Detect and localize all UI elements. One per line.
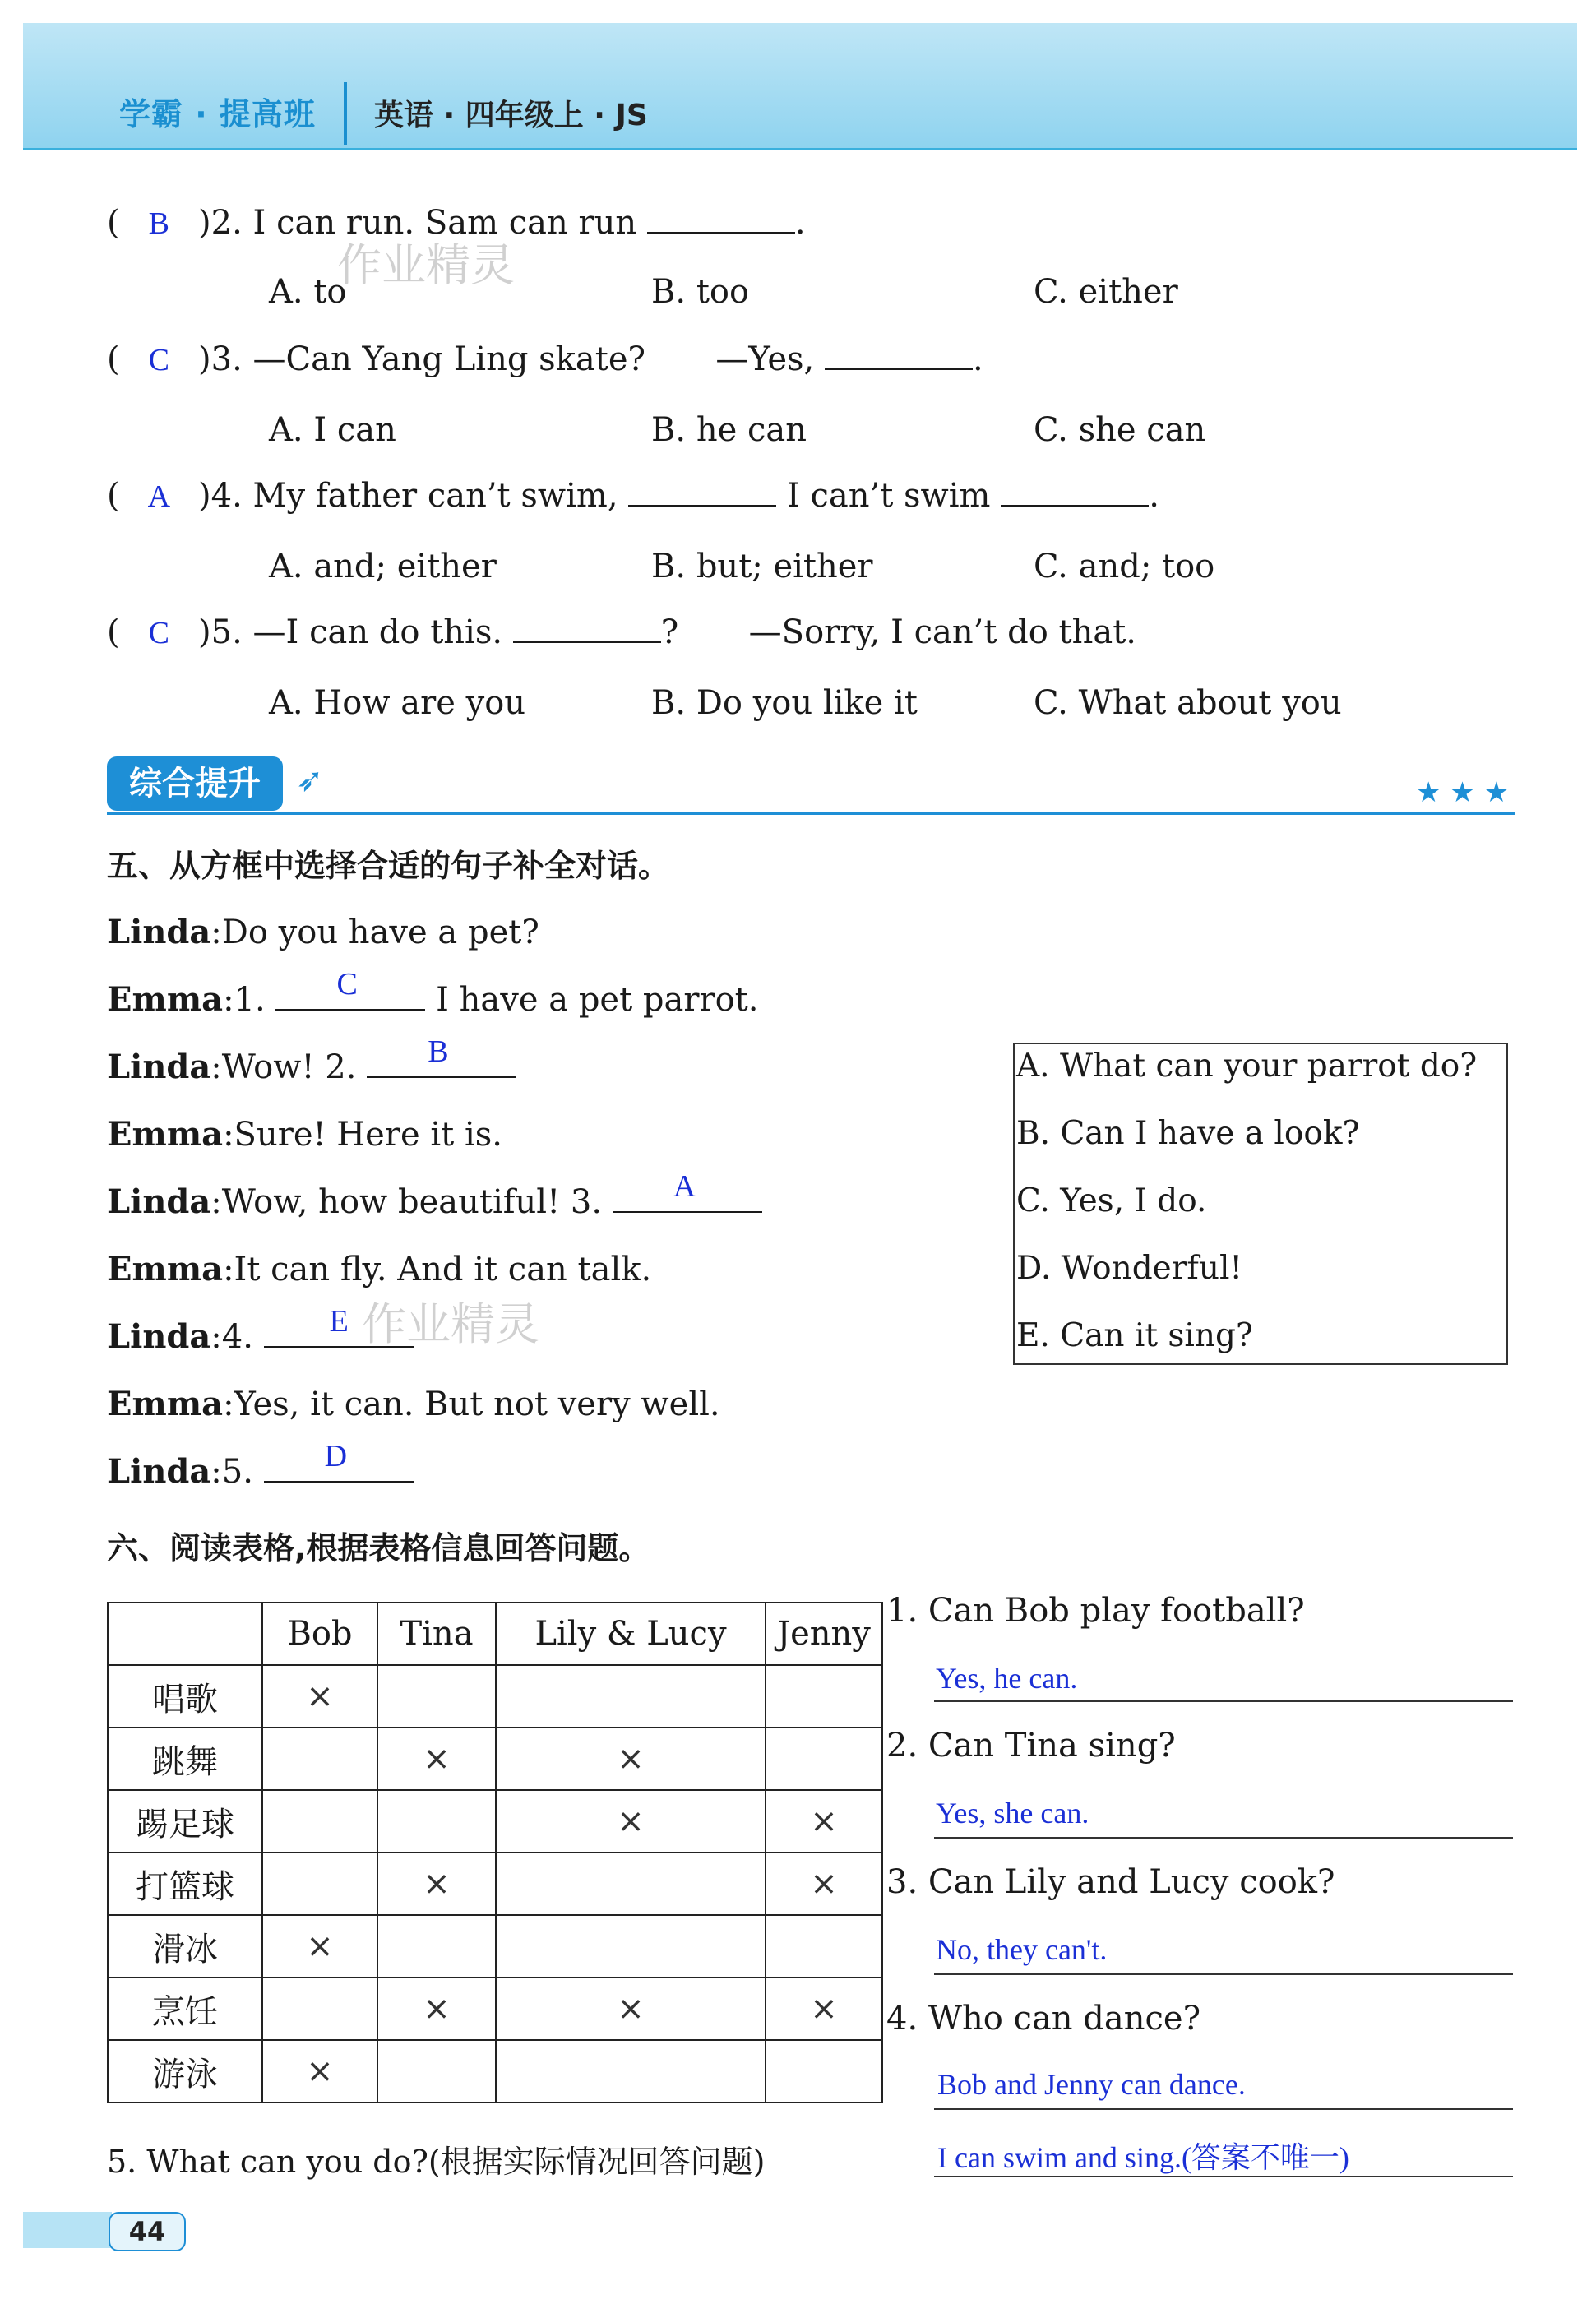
- footer-bar: [23, 2212, 112, 2248]
- answer-blank: [825, 365, 973, 370]
- question-text: 3. Can Lily and Lucy cook?: [886, 1863, 1335, 1901]
- answer-text: No, they can't.: [936, 1933, 1108, 1966]
- part5-title: 五、从方框中选择合适的句子补全对话。: [107, 848, 670, 884]
- mc-option: C. she can: [1034, 411, 1206, 449]
- brand-title: 学霸 · 提高班: [119, 96, 316, 132]
- section-badge: 综合提升: [107, 756, 283, 811]
- dialogue-line: Emma:Yes, it can. But not very well.: [107, 1385, 720, 1423]
- mc-question-5: ( C )5. —I can do this. ? —Sorry, I can’t do that.: [107, 613, 1137, 651]
- answer-line: [934, 2176, 1513, 2177]
- dialogue-line: Linda:5. D: [107, 1452, 414, 1491]
- header-divider: [344, 82, 347, 145]
- question-text: 2. Can Tina sing?: [886, 1727, 1176, 1765]
- table-row: 烹饪 × × ×: [108, 1978, 882, 2040]
- mc-option: A. How are you: [269, 684, 526, 722]
- mc-question-3: ( C )3. —Can Yang Ling skate? —Yes, .: [107, 340, 983, 378]
- table-header: Jenny: [766, 1603, 882, 1665]
- option-item: A. What can your parrot do?: [1016, 1048, 1478, 1085]
- answer-mark: B: [148, 206, 169, 241]
- table-row: 踢足球 × ×: [108, 1790, 882, 1853]
- book-subtitle: 英语 · 四年级上 · JS: [374, 99, 648, 132]
- answer-text: Yes, she can.: [936, 1797, 1089, 1830]
- table-header: Bob: [262, 1603, 377, 1665]
- table-header: Tina: [377, 1603, 496, 1665]
- mc-option: B. but; either: [651, 548, 873, 585]
- mc-option: C. and; too: [1034, 548, 1215, 585]
- mc-option: A. I can: [269, 411, 396, 449]
- dialogue-line: Emma:Sure! Here it is.: [107, 1115, 502, 1154]
- option-item: D. Wonderful!: [1016, 1250, 1243, 1287]
- mc-option: B. Do you like it: [651, 684, 918, 722]
- answer-line: [934, 1973, 1513, 1975]
- mc-option: B. he can: [651, 411, 807, 449]
- mc-question-4: ( A )4. My father can’t swim, I can’t swim .: [107, 477, 1159, 515]
- option-item: E. Can it sing?: [1016, 1317, 1253, 1354]
- mc-option: B. too: [651, 273, 750, 311]
- table-row: 跳舞 × ×: [108, 1728, 882, 1790]
- dialogue-line: Emma:It can fly. And it can talk.: [107, 1250, 652, 1288]
- section-divider: [107, 812, 1515, 815]
- table-row: 打篮球 × ×: [108, 1853, 882, 1915]
- part6-title: 六、阅读表格,根据表格信息回答问题。: [107, 1530, 650, 1566]
- mc-question-2: ( B )2. I can run. Sam can run .: [107, 204, 806, 242]
- table-header: Lily & Lucy: [496, 1603, 766, 1665]
- dialogue-line: Emma:1. C I have a pet parrot.: [107, 967, 759, 1019]
- dialogue-line: Linda:Do you have a pet?: [107, 913, 539, 951]
- mc-option: A. and; either: [269, 548, 497, 585]
- answer-mark: A: [147, 479, 171, 514]
- dialogue-line: Linda:Wow, how beautiful! 3. A: [107, 1182, 762, 1221]
- answer-text: Bob and Jenny can dance.: [937, 2068, 1246, 2101]
- answer-text: Yes, he can.: [936, 1662, 1078, 1695]
- page-number: 44: [109, 2212, 186, 2251]
- mc-option: A. to: [269, 273, 347, 311]
- activity-table: [107, 1602, 883, 2103]
- option-item: B. Can I have a look?: [1016, 1115, 1360, 1152]
- rocket-icon: ➶: [296, 761, 324, 799]
- answer-text: I can swim and sing.(答案不唯一): [937, 2141, 1349, 2174]
- answer-blank: [1001, 502, 1149, 507]
- watermark: 作业精灵: [362, 1298, 539, 1350]
- answer-mark: C: [148, 343, 169, 377]
- question-text: 5. What can you do?(根据实际情况回答问题): [107, 2144, 766, 2180]
- table-row: 游泳 ×: [108, 2040, 882, 2103]
- answer-line: [934, 1837, 1513, 1839]
- answer-blank: [628, 502, 776, 507]
- table-row: 滑冰 ×: [108, 1915, 882, 1978]
- watermark: 作业精灵: [337, 239, 515, 291]
- answer-mark: C: [148, 616, 169, 650]
- answer-blank: [513, 638, 661, 643]
- mc-option: C. either: [1034, 273, 1178, 311]
- dialogue-line: Linda:Wow! 2. B: [107, 1048, 516, 1086]
- table-row: 唱歌 ×: [108, 1665, 882, 1728]
- dialogue-line: Linda:4. E: [107, 1317, 414, 1356]
- option-item: C. Yes, I do.: [1016, 1182, 1207, 1219]
- difficulty-stars: ★ ★ ★: [1416, 776, 1510, 809]
- question-text: 1. Can Bob play football?: [886, 1592, 1305, 1630]
- question-text: 4. Who can dance?: [886, 2000, 1201, 2038]
- answer-blank: [647, 229, 795, 234]
- mc-option: C. What about you: [1034, 684, 1342, 722]
- answer-line: [934, 2108, 1513, 2110]
- answer-line: [934, 1700, 1513, 1702]
